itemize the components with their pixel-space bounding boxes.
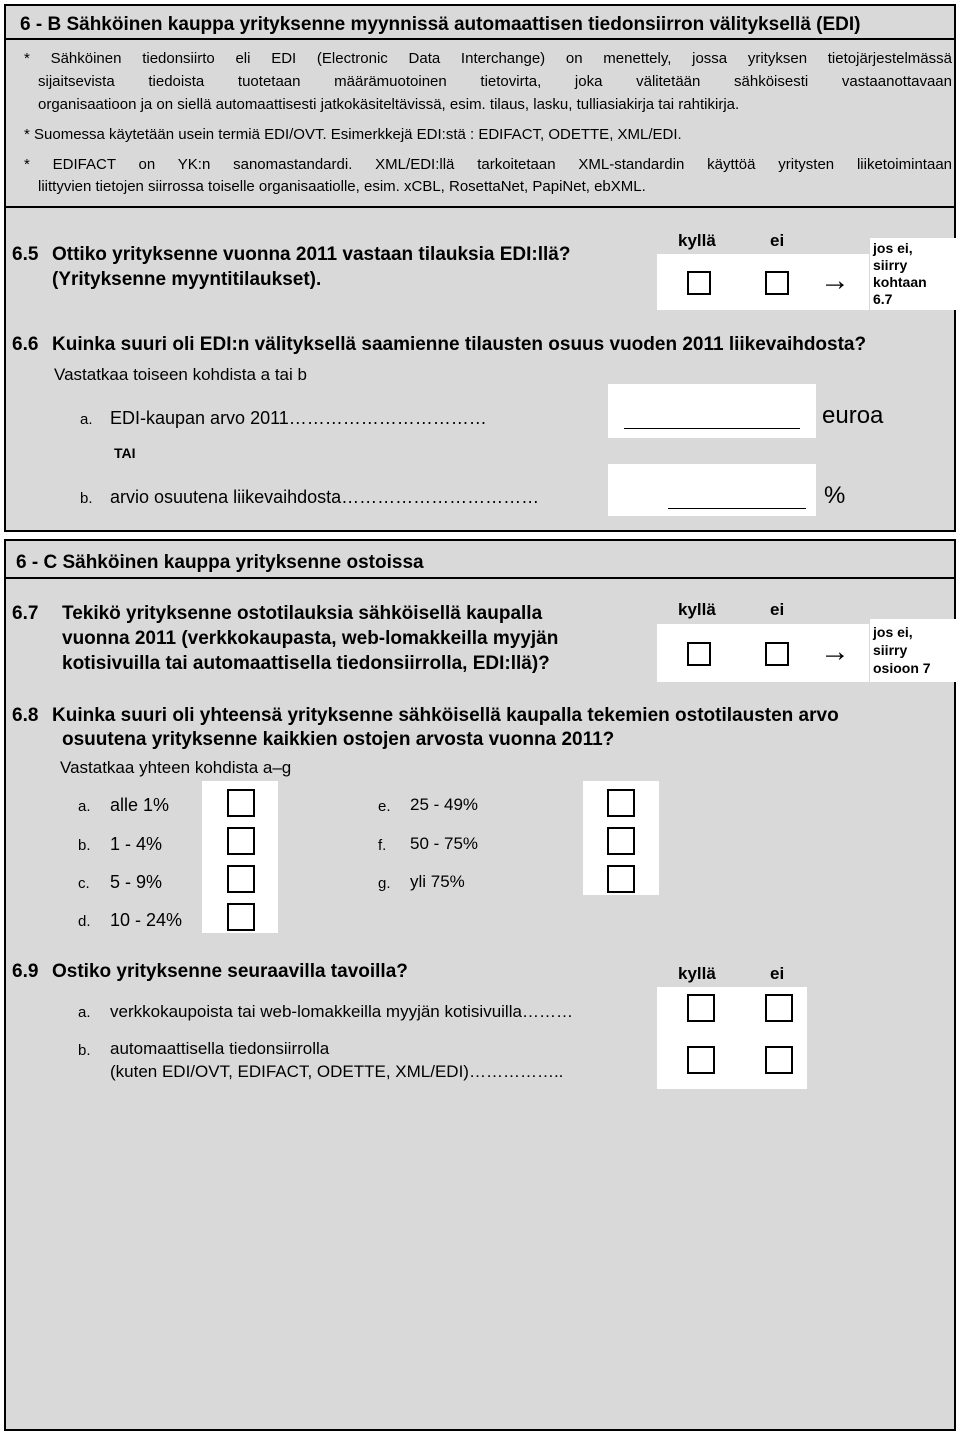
q68-option-a-letter: a.: [78, 798, 91, 815]
q67-text-line-3: kotisivuilla tai automaattisella tiedonsiirrolla, EDI:llä)?: [62, 653, 550, 674]
q67-yes-label: kyllä: [678, 600, 716, 619]
q66-a-panel: [608, 384, 816, 438]
q66-a-text: EDI-kaupan arvo 2011……………………………: [110, 408, 487, 428]
q68-option-g-checkbox[interactable]: [607, 865, 635, 893]
intro-line-1: * Sähköinen tiedonsiirto eli EDI (Electronic Data Interchange) on menettely, jossa yrityksen tietojärjestelmässä: [24, 50, 952, 67]
q68-option-b-letter: b.: [78, 837, 91, 854]
q68-option-d-letter: d.: [78, 913, 91, 930]
q67-skip-line-3: osioon 7: [873, 660, 931, 676]
q68-option-d-label: 10 - 24%: [110, 910, 183, 930]
q68-option-c-letter: c.: [78, 875, 90, 892]
arrow-right-icon: →: [820, 635, 850, 668]
q65-skip-line-4: 6.7: [873, 291, 893, 307]
section-c-title: 6 - C Sähköinen kauppa yrityksenne ostoissa: [16, 552, 424, 573]
q65-yes-checkbox[interactable]: [687, 271, 711, 295]
q65-yes-label: kyllä: [678, 231, 716, 250]
q68-option-c-checkbox[interactable]: [227, 865, 255, 893]
q66-a-letter: a.: [80, 411, 93, 428]
q68-option-f-label: 50 - 75%: [410, 834, 479, 853]
q66-a-unit: euroa: [822, 402, 884, 429]
q69-b-text-line1: automaattisella tiedonsiirrolla: [110, 1039, 330, 1058]
q69-b-yes-checkbox[interactable]: [687, 1046, 715, 1074]
q65-skip-line-1: jos ei,: [873, 240, 913, 256]
q66-b-letter: b.: [80, 490, 93, 507]
q67-no-label: ei: [770, 600, 785, 619]
q68-text-line1: Kuinka suuri oli yhteensä yrityksenne sähköisellä kaupalla tekemien ostotilausten arvo: [52, 705, 839, 726]
q68-option-b-checkbox[interactable]: [227, 827, 255, 855]
q66-or-label: TAI: [114, 445, 136, 461]
q67-text-line-1: Tekikö yrityksenne ostotilauksia sähköisellä kaupalla: [62, 603, 543, 624]
q69-b-no-checkbox[interactable]: [765, 1046, 793, 1074]
q69-a-text: verkkokaupoista tai web-lomakkeilla myyjän kotisivuilla………: [110, 1002, 573, 1021]
q69-a-letter: a.: [78, 1004, 91, 1021]
q65-text-line2: (Yrityksenne myyntitilaukset).: [52, 269, 322, 290]
q65-text-line1: Ottiko yrityksenne vuonna 2011 vastaan tilauksia EDI:llä?: [52, 244, 571, 265]
q67-text-line-2: vuonna 2011 (verkkokaupasta, web-lomakkeilla myyjän: [62, 628, 559, 649]
intro-line-6: liittyvien tietojen siirrossa toiselle organisaatiolle, esim. xCBL, RosettaNet, PapiNet, ebXML.: [38, 178, 646, 195]
q66-text: Kuinka suuri oli EDI:n välityksellä saamienne tilausten osuus vuoden 2011 liikevaihdosta?: [52, 334, 867, 355]
q65-skip-line-3: kohtaan: [873, 274, 927, 290]
q68-option-e-checkbox[interactable]: [607, 789, 635, 817]
q68-option-a-checkbox[interactable]: [227, 789, 255, 817]
q65-no-label: ei: [770, 231, 785, 250]
q68-option-e-letter: e.: [378, 798, 391, 815]
q66-b-percent-input[interactable]: [668, 508, 806, 509]
q67-skip-line-2: siirry: [873, 642, 908, 658]
q68-number: 6.8: [12, 705, 39, 726]
section-b-title: 6 - B Sähköinen kauppa yrityksenne myynnissä automaattisen tiedonsiirron välityksellä (EDI): [20, 14, 861, 35]
q66-instruction: Vastatkaa toiseen kohdista a tai b: [54, 365, 307, 384]
intro-line-4: * Suomessa käytetään usein termiä EDI/OVT. Esimerkkejä EDI:stä : EDIFACT, ODETTE, XML/EDI.: [24, 126, 682, 143]
q66-b-unit: %: [824, 482, 846, 509]
q67-text: [62, 601, 558, 676]
q68-option-b-label: 1 - 4%: [110, 834, 163, 854]
q67-number: 6.7: [12, 603, 39, 624]
q68-option-g-letter: g.: [378, 875, 391, 892]
q65-no-checkbox[interactable]: [765, 271, 789, 295]
q68-option-d-checkbox[interactable]: [227, 903, 255, 931]
q66-a-euro-input[interactable]: [624, 428, 800, 429]
section-b-questions: [4, 206, 956, 532]
q69-a-no-checkbox[interactable]: [765, 994, 793, 1022]
q68-option-c-label: 5 - 9%: [110, 872, 163, 892]
q69-text: Ostiko yrityksenne seuraavilla tavoilla?: [52, 961, 408, 982]
q69-yes-label: kyllä: [678, 964, 716, 983]
q68-option-f-checkbox[interactable]: [607, 827, 635, 855]
q68-option-f-letter: f.: [378, 837, 387, 854]
section-b-intro: [4, 38, 956, 208]
q67-yes-checkbox[interactable]: [687, 642, 711, 666]
q69-no-label: ei: [770, 964, 785, 983]
q65-number: 6.5: [12, 244, 39, 265]
q69-a-yes-checkbox[interactable]: [687, 994, 715, 1022]
arrow-right-icon: →: [820, 264, 850, 297]
q68-option-e-label: 25 - 49%: [410, 795, 479, 814]
q69-b-text-line2: (kuten EDI/OVT, EDIFACT, ODETTE, XML/EDI)……………..: [110, 1062, 564, 1081]
q67-no-checkbox[interactable]: [765, 642, 789, 666]
q69-b-letter: b.: [78, 1042, 91, 1059]
q67-skip-line-1: jos ei,: [873, 624, 913, 640]
q67-skip-note: [873, 623, 931, 677]
q65-skip-note: [873, 240, 927, 308]
section-c-body: [4, 577, 956, 1431]
q68-option-a-label: alle 1%: [110, 795, 170, 815]
q68-text-line2: osuutena yrityksenne kaikkien ostojen arvosta vuonna 2011?: [62, 729, 615, 750]
q68-instruction: Vastatkaa yhteen kohdista a–g: [60, 758, 292, 777]
section-c-header: [4, 539, 956, 579]
section-b-header: [4, 4, 956, 40]
q68-option-g-label: yli 75%: [410, 872, 465, 891]
intro-line-3: organisaatioon ja on siellä automaattisesti jatkokäsiteltävissä, esim. tilaus, lasku, tulliasiakirja tai rahtikirja.: [38, 96, 740, 113]
intro-line-5: * EDIFACT on YK:n sanomastandardi. XML/EDI:llä tarkoitetaan XML-standardin käyttöä yritysten liiketoimintaan: [24, 156, 952, 173]
q66-b-text: arvio osuutena liikevaihdosta……………………………: [110, 487, 540, 507]
intro-line-2: sijaitsevista tiedoista tuotetaan määrämuotoinen tietovirta, joka välitetään sähköisesti vastaanottavaan: [38, 73, 952, 90]
q66-number: 6.6: [12, 334, 39, 355]
q65-skip-line-2: siirry: [873, 257, 908, 273]
q69-number: 6.9: [12, 961, 39, 982]
